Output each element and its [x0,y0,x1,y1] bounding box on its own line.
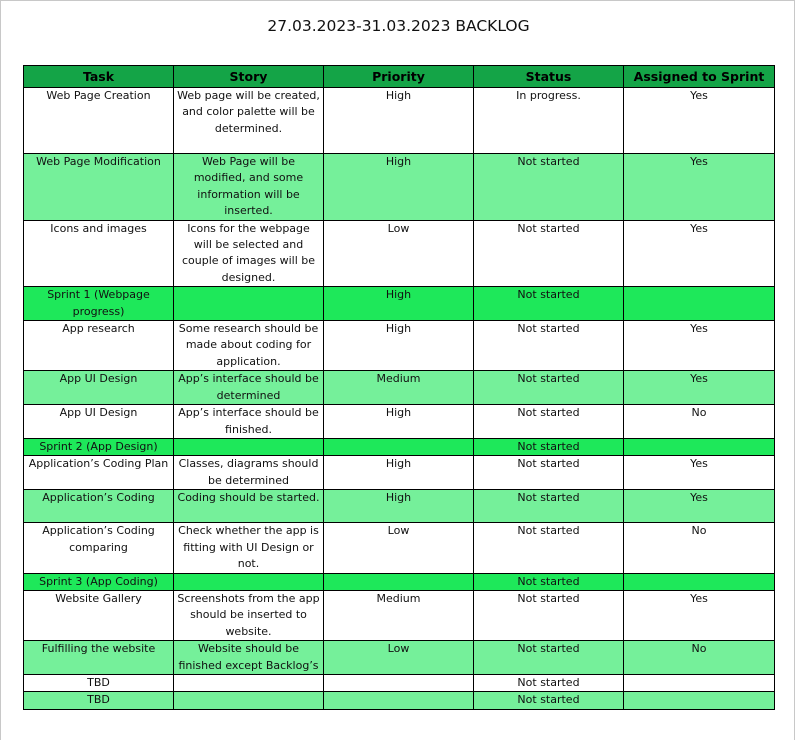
cell-task: TBD [24,692,174,709]
cell-story: Coding should be started. [174,490,324,523]
cell-story: Some research should be made about coding for application. [174,321,324,371]
table-row [24,371,775,405]
cell-priority: High [324,456,474,490]
cell-status: Not started [474,490,624,523]
table-row [24,641,775,675]
cell-status: Not started [474,438,624,455]
cell-priority: Low [324,641,474,675]
cell-story: Web page will be created, and color palette will be determined. [174,88,324,154]
cell-priority: Low [324,220,474,287]
cell-task: Application’s Coding Plan [24,456,174,490]
cell-status: Not started [474,154,624,221]
cell-story: Web Page will be modified, and some information will be inserted. [174,154,324,221]
cell-task: App UI Design [24,405,174,439]
cell-story [174,287,324,321]
table-row [24,287,775,321]
cell-assigned: Yes [624,456,775,490]
table-row [24,523,775,573]
cell-priority: High [324,321,474,371]
table-row [24,490,775,523]
header-status: Status [474,66,624,88]
cell-task: Website Gallery [24,590,174,640]
cell-status: Not started [474,371,624,405]
cell-task: Sprint 2 (App Design) [24,438,174,455]
cell-status: Not started [474,523,624,573]
cell-assigned: Yes [624,590,775,640]
cell-priority: High [324,490,474,523]
cell-assigned [624,438,775,455]
cell-assigned: Yes [624,220,775,287]
cell-story: Icons for the webpage will be selected and couple of images will be designed. [174,220,324,287]
cell-priority: Medium [324,371,474,405]
cell-assigned: No [624,523,775,573]
table-body [24,88,775,710]
cell-story: Classes, diagrams should be determined [174,456,324,490]
cell-task: Application’s Coding [24,490,174,523]
cell-story [174,438,324,455]
cell-task: Web Page Creation [24,88,174,154]
header-task: Task [24,66,174,88]
cell-story [174,674,324,691]
cell-story: App’s interface should be determined [174,371,324,405]
cell-priority [324,438,474,455]
table-row [24,456,775,490]
cell-priority [324,573,474,590]
cell-status: Not started [474,321,624,371]
cell-priority: High [324,405,474,439]
cell-assigned: Yes [624,88,775,154]
cell-assigned: No [624,405,775,439]
table-row [24,321,775,371]
cell-story: Website should be finished except Backlog’s [174,641,324,675]
cell-assigned [624,692,775,709]
cell-task: Web Page Modification [24,154,174,221]
cell-assigned: Yes [624,490,775,523]
cell-assigned: Yes [624,371,775,405]
cell-assigned: No [624,641,775,675]
cell-priority: High [324,88,474,154]
table-row [24,590,775,640]
cell-priority: Low [324,523,474,573]
cell-task: Fulfilling the website [24,641,174,675]
cell-priority [324,674,474,691]
cell-priority [324,692,474,709]
cell-story: App’s interface should be finished. [174,405,324,439]
cell-status: Not started [474,674,624,691]
cell-priority: High [324,154,474,221]
table-row [24,692,775,709]
backlog-table [23,65,775,710]
cell-status: In progress. [474,88,624,154]
table-row [24,438,775,455]
cell-story: Screenshots from the app should be inserted to website. [174,590,324,640]
header-story: Story [174,66,324,88]
cell-task: Icons and images [24,220,174,287]
table-row [24,674,775,691]
table-header-row [24,66,775,88]
cell-story [174,692,324,709]
cell-assigned: Yes [624,321,775,371]
cell-assigned [624,287,775,321]
cell-priority: Medium [324,590,474,640]
header-priority: Priority [324,66,474,88]
cell-story: Check whether the app is fitting with UI Design or not. [174,523,324,573]
cell-task: App UI Design [24,371,174,405]
cell-status: Not started [474,456,624,490]
cell-status: Not started [474,590,624,640]
cell-task: Sprint 3 (App Coding) [24,573,174,590]
cell-story [174,573,324,590]
cell-status: Not started [474,692,624,709]
cell-status: Not started [474,220,624,287]
table-row [24,405,775,439]
page-title: 27.03.2023-31.03.2023 BACKLOG [267,17,530,35]
cell-status: Not started [474,287,624,321]
cell-task: App research [24,321,174,371]
cell-assigned: Yes [624,154,775,221]
cell-status: Not started [474,405,624,439]
cell-task: Application’s Coding comparing [24,523,174,573]
table-row [24,88,775,154]
table-row [24,573,775,590]
table-row [24,220,775,287]
table-row [24,154,775,221]
cell-assigned [624,573,775,590]
cell-status: Not started [474,641,624,675]
cell-task: TBD [24,674,174,691]
header-assigned-to-sprint: Assigned to Sprint [624,66,775,88]
cell-priority: High [324,287,474,321]
cell-task: Sprint 1 (Webpage progress) [24,287,174,321]
cell-status: Not started [474,573,624,590]
cell-assigned [624,674,775,691]
